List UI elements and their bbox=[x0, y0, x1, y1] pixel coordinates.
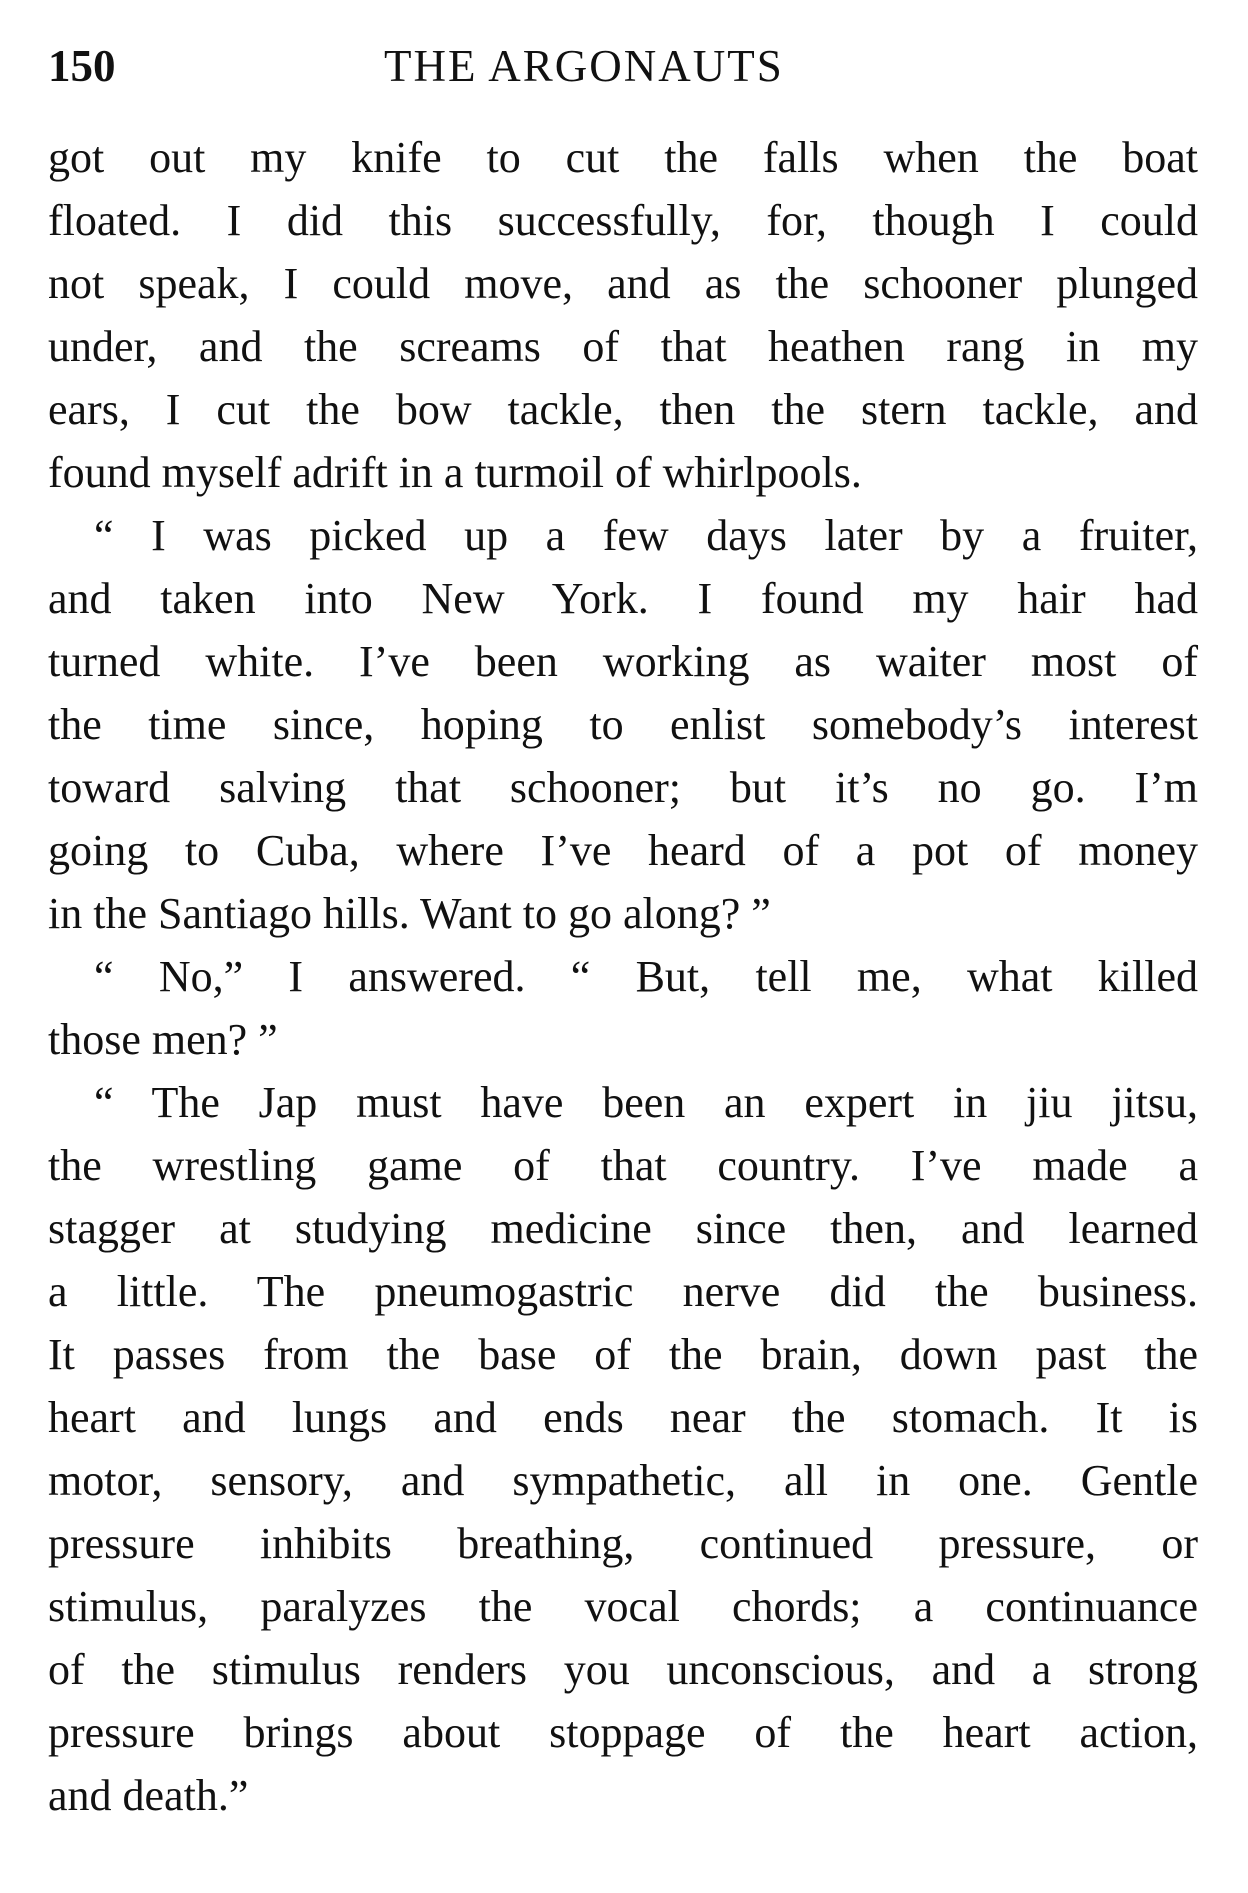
text-line: heart and lungs and ends near the stomach. It is bbox=[48, 1393, 1198, 1442]
text-line: toward salving that schooner; but it’s no go. I’m bbox=[48, 763, 1198, 812]
text-line: motor, sensory, and sympathetic, all in one. Gentle bbox=[48, 1456, 1198, 1505]
text-line: and death.” bbox=[48, 1771, 249, 1820]
running-head bbox=[48, 36, 1198, 96]
text-line: “ The Jap must have been an expert in jiu jitsu, bbox=[94, 1078, 1198, 1127]
text-line: “ I was picked up a few days later by a fruiter, bbox=[94, 511, 1198, 560]
text-line: ears, I cut the bow tackle, then the stern tackle, and bbox=[48, 385, 1198, 434]
text-line: a little. The pneumogastric nerve did the business. bbox=[48, 1267, 1198, 1316]
text-line: pressure inhibits breathing, continued pressure, or bbox=[48, 1519, 1198, 1568]
text-line: It passes from the base of the brain, down past the bbox=[48, 1330, 1198, 1379]
running-title: THE ARGONAUTS bbox=[384, 41, 784, 91]
text-line: stimulus, paralyzes the vocal chords; a continuance bbox=[48, 1582, 1198, 1631]
text-line: of the stimulus renders you unconscious, and a strong bbox=[48, 1645, 1198, 1694]
text-line: under, and the screams of that heathen rang in my bbox=[48, 322, 1198, 371]
text-line: those men? ” bbox=[48, 1015, 278, 1064]
text-line: in the Santiago hills. Want to go along? ” bbox=[48, 889, 771, 938]
text-line: the wrestling game of that country. I’ve made a bbox=[48, 1141, 1198, 1190]
text-line: not speak, I could move, and as the schooner plunged bbox=[48, 259, 1198, 308]
text-line: got out my knife to cut the falls when the boat bbox=[48, 133, 1198, 182]
text-line: the time since, hoping to enlist somebody’s interest bbox=[48, 700, 1198, 749]
text-line: stagger at studying medicine since then, and learned bbox=[48, 1204, 1198, 1253]
body-text bbox=[48, 126, 1198, 1827]
text-line: pressure brings about stoppage of the heart action, bbox=[48, 1708, 1198, 1757]
text-line: “ No,” I answered. “ But, tell me, what killed bbox=[94, 952, 1198, 1001]
text-line: turned white. I’ve been working as waiter most of bbox=[48, 637, 1198, 686]
page-number: 150 bbox=[48, 41, 116, 91]
text-line: going to Cuba, where I’ve heard of a pot of money bbox=[48, 826, 1198, 875]
text-line: and taken into New York. I found my hair had bbox=[48, 574, 1198, 623]
text-line: floated. I did this successfully, for, though I could bbox=[48, 196, 1198, 245]
text-line: found myself adrift in a turmoil of whirlpools. bbox=[48, 448, 862, 497]
